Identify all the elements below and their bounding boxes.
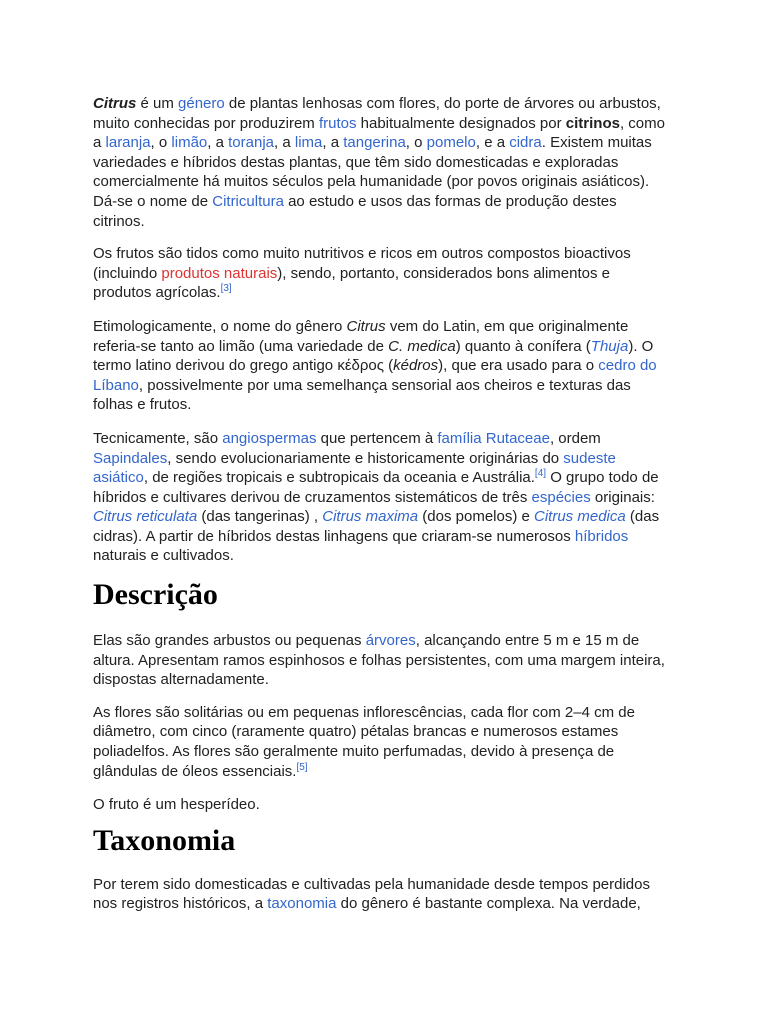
link-citrus-medica[interactable]: Citrus medica — [534, 508, 626, 526]
text: (das cidras). A partir de híbridos destas linhagens que criaram-se numerosos — [93, 508, 660, 545]
text: Tecnicamente, são — [93, 429, 223, 447]
link-limao[interactable]: limão — [171, 134, 208, 152]
link-taxonomia[interactable]: taxonomia — [267, 895, 337, 913]
text: Por terem sido domesticadas e cultivadas pela humanidade desde tempos perdidos nos registros históricos, a — [93, 875, 650, 913]
link-laranja[interactable]: laranja — [105, 134, 151, 152]
article-body — [93, 94, 668, 914]
text: Etimologicamente, o nome do gênero — [93, 317, 347, 335]
text: O grupo todo de híbridos e cultivares derivou de cruzamentos sistemáticos de três — [93, 469, 659, 506]
text: originais: — [590, 488, 655, 506]
text: de plantas lenhosas com flores, do porte de árvores ou arbustos, muito conhecidas por produzirem — [93, 95, 661, 132]
term-citrus: Citrus — [93, 95, 137, 112]
term-kedros: kédros — [393, 357, 439, 375]
term-c-medica: C. medica — [388, 337, 456, 355]
link-hibridos[interactable]: híbridos — [574, 527, 629, 545]
text: vem do Latin, em que originalmente referia-se tanto ao limão (uma variedade de — [93, 317, 629, 355]
paragraph-flowers — [93, 703, 668, 781]
text: Os frutos são tidos como muito nutritivos e ricos em outros compostos bioactivos (incluindo — [93, 245, 631, 282]
text: , alcançando entre 5 m e 15 m de altura. Apresentam ramos espinhosos e folhas persistentes, com uma margem inteira, dispostas alternadamente. — [93, 632, 665, 689]
text: , a — [207, 134, 229, 152]
text: , a — [322, 134, 344, 152]
text: ), sendo, portanto, considerados bons alimentos e produtos agrícolas. — [93, 264, 610, 302]
reference-4[interactable]: [4] — [534, 468, 547, 480]
section-heading-taxonomia: Taxonomia — [93, 823, 236, 857]
link-genero[interactable]: género — [178, 95, 225, 112]
link-citrus-maxima[interactable]: Citrus maxima — [322, 508, 419, 526]
paragraph-fruit: O fruto é um hesperídeo. — [93, 796, 260, 814]
section-heading-descricao: Descrição — [93, 578, 218, 612]
link-tangerina[interactable]: tangerina — [343, 134, 406, 152]
text: As flores são solitárias ou em pequenas inflorescências, cada flor com 2–4 cm de diâmetro, com cinco (raramente quatro) pétalas brancas e numerosos estames poliadelfos. As flores são geralmente muito perfumadas, devido à presença de glândulas de óleos essenciais. — [93, 703, 635, 780]
text: ). O termo latino derivou do grego antigo κέδρος ( — [93, 337, 654, 375]
text: , sendo evolucionariamente e historicamente originárias do — [167, 449, 564, 467]
text: ) quanto à conífera ( — [455, 337, 591, 355]
text: (das tangerinas) , — [197, 508, 323, 526]
link-citricultura[interactable]: Citricultura — [212, 192, 284, 210]
link-lima[interactable]: lima — [294, 134, 323, 152]
link-thuja[interactable]: Thuja — [590, 337, 629, 355]
paragraph-description — [93, 631, 668, 690]
text: ao estudo e usos das formas de produção destes citrinos. — [93, 192, 617, 230]
paragraph-intro — [93, 94, 668, 231]
text: , de regiões tropicais e subtropicais da oceania e Austrália. — [143, 469, 535, 487]
text: , o — [150, 134, 172, 152]
text: que pertencem à — [316, 429, 438, 447]
text: (dos pomelos) e — [418, 508, 535, 526]
reference-5[interactable]: [5] — [296, 761, 308, 773]
text: Elas são grandes arbustos ou pequenas — [93, 632, 366, 650]
text: . Existem muitas variedades e híbridos destas plantas, que têm sido domesticadas e exploradas comercialmente há muitos séculos pela humanidade (por povos originais asiáticos). Dá-se o nome de — [93, 134, 652, 210]
paragraph-nutrition — [93, 244, 668, 303]
text: é um — [136, 95, 179, 112]
link-familia-rutaceae[interactable]: família Rutaceae — [437, 429, 550, 447]
link-produtos-naturais[interactable]: produtos naturais — [161, 264, 278, 282]
term-citrinos: citrinos — [565, 114, 620, 132]
reference-3[interactable]: [3] — [220, 283, 232, 295]
text: , possivelmente por uma semelhança sensorial aos cheiros e texturas das folhas e frutos. — [93, 376, 631, 414]
text: naturais e cultivados. — [93, 547, 234, 565]
paragraph-classification — [93, 429, 668, 566]
link-frutos[interactable]: frutos — [318, 114, 357, 132]
link-cidra[interactable]: cidra — [509, 134, 542, 152]
text: , e a — [475, 134, 510, 152]
link-toranja[interactable]: toranja — [228, 134, 274, 152]
link-cedro-do-libano[interactable]: cedro do Líbano — [93, 357, 657, 394]
text: ), que era usado para o — [438, 357, 599, 375]
term-citrus-italic: Citrus — [346, 317, 386, 335]
text: , o — [405, 134, 427, 152]
text: do gênero é bastante complexa. Na verdade, — [336, 895, 641, 913]
text: , ordem — [549, 429, 601, 447]
text: , como a — [93, 114, 665, 152]
paragraph-etymology — [93, 317, 668, 415]
text: , a — [274, 134, 295, 152]
link-arvores[interactable]: árvores — [365, 632, 416, 650]
link-sudeste-asiatico[interactable]: sudeste asiático — [93, 449, 616, 487]
link-citrus-reticulata[interactable]: Citrus reticulata — [93, 508, 198, 526]
link-angiospermas[interactable]: angiospermas — [222, 429, 317, 447]
text: habitualmente designados por — [356, 114, 566, 132]
link-pomelo[interactable]: pomelo — [426, 134, 476, 152]
paragraph-taxonomy — [93, 875, 668, 914]
link-especies[interactable]: espécies — [531, 488, 591, 506]
link-sapindales[interactable]: Sapindales — [93, 449, 168, 467]
